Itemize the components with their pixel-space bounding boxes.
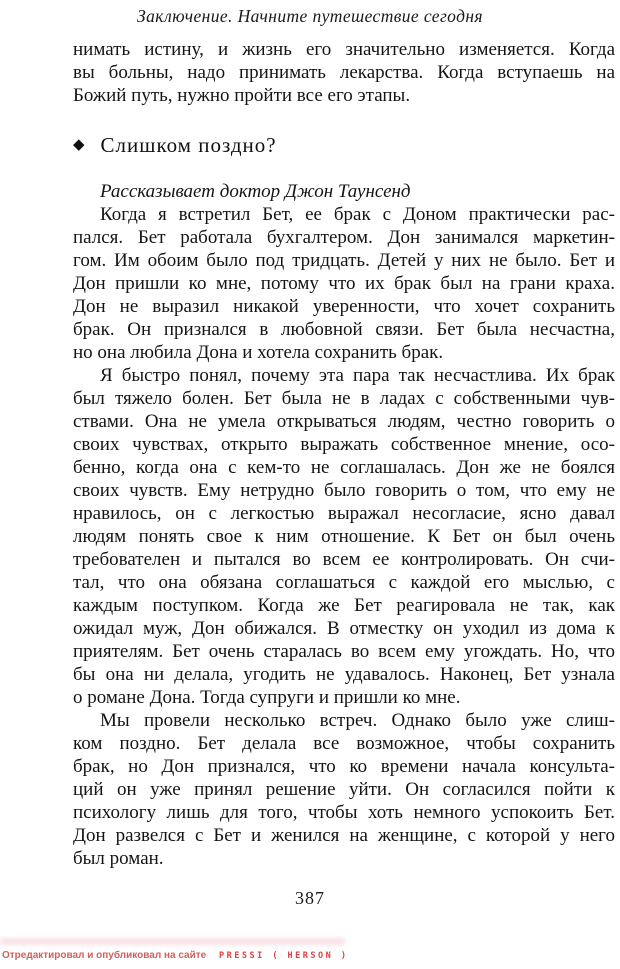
publisher-watermark xyxy=(2,950,349,961)
text-line: гом. Им обоим было под тридцать. Детей у них не было. Бет и xyxy=(73,250,615,271)
paragraph xyxy=(73,709,615,870)
paragraph xyxy=(73,364,615,709)
watermark-brand: PRESSI ( HERSON ) xyxy=(219,951,349,961)
text-line: нимать истину, и жизнь его значительно изменяется. Когда xyxy=(73,39,615,60)
text-line: приятелям. Бет очень старалась во всем ему угождать. Но, что xyxy=(73,641,615,662)
text-line: был роман. xyxy=(73,848,164,869)
text-line: был тяжело болен. Бет была не в ладах с собственными чув- xyxy=(73,388,615,409)
text-line: ствами. Она не умела открываться людям, честно говорить о xyxy=(73,411,615,432)
text-line: нравилось, он с легкостью выражал несогласие, ясно давал xyxy=(73,503,615,524)
text-line: тал, что она обязана соглашаться с каждой его мыслью, с xyxy=(73,572,615,593)
text-line: своих чувств. Ему нетрудно было говорить о том, что ему не xyxy=(73,480,615,501)
text-line: ций он уже принял решение уйти. Он согласился пойти к xyxy=(73,779,615,800)
text-line: людям понять свое к ним отношение. К Бет он был очень xyxy=(73,526,615,547)
text-line: о романе Дона. Тогда супруги и пришли ко мне. xyxy=(73,687,461,708)
text-line: Дон пришли ко мне, потому что их брак был на грани краха. xyxy=(73,273,615,294)
text-line: требователен и пытался во всем ее контролировать. Он счи- xyxy=(73,549,615,570)
paragraph-continuation xyxy=(73,38,615,107)
text-line: Дон не выразил никакой уверенности, что хочет сохранить xyxy=(73,296,615,317)
text-line: каждым поступком. Когда же Бет реагировала не так, как xyxy=(73,595,615,616)
text-line: Дон развелся с Бет и женился на женщине, с которой у него xyxy=(73,825,615,846)
scan-artifact-smear xyxy=(0,938,345,945)
section-heading-label: Слишком поздно? xyxy=(100,133,277,157)
page-number: 387 xyxy=(295,888,325,908)
text-line: бы она ни делала, угодить не удавалось. Наконец, Бет узнала xyxy=(73,664,615,685)
text-line: своих чувствах, открыто выражать собственное мнение, осо- xyxy=(73,434,615,455)
page-body xyxy=(73,38,615,870)
text-line: психологу лишь для того, чтобы хоть немного успокоить Бет. xyxy=(73,802,615,823)
text-line: ожидал муж, Дон обижался. В отместку он уходил из дома к xyxy=(73,618,615,639)
running-head: Заключение. Начните путешествие сегодня xyxy=(137,6,483,26)
text-line: Мы провели несколько встреч. Однако было уже слиш- xyxy=(100,710,615,731)
watermark-text: Отредактировал и опубликовал на сайте xyxy=(2,950,207,961)
text-line: брак. Он признался в любовной связи. Бет была несчастна, xyxy=(73,319,615,340)
text-line: бенно, когда она с кем-то не соглашалась. Дон же не боялся xyxy=(73,457,615,478)
text-line: Божий путь, нужно пройти все его этапы. xyxy=(73,85,411,106)
paragraph xyxy=(73,203,615,364)
diamond-bullet-icon: ◆ xyxy=(73,137,86,153)
text-line: но она любила Дона и хотела сохранить брак. xyxy=(73,342,444,363)
text-line: брак, но Дон признался, что ко времени начала консульта- xyxy=(73,756,615,777)
text-line: ком поздно. Бет делала все возможное, чтобы сохранить xyxy=(73,733,615,754)
text-line: Я быстро понял, почему эта пара так несчастлива. Их брак xyxy=(100,365,615,386)
text-line: пался. Бет работала бухгалтером. Дон занимался маркетин- xyxy=(73,227,615,248)
text-line: Когда я встретил Бет, ее брак с Доном практически рас- xyxy=(100,204,615,225)
section-heading xyxy=(73,132,615,159)
narrator-line: Рассказывает доктор Джон Таунсенд xyxy=(100,181,411,202)
text-line: вы больны, надо принимать лекарства. Когда вступаешь на xyxy=(73,62,615,83)
